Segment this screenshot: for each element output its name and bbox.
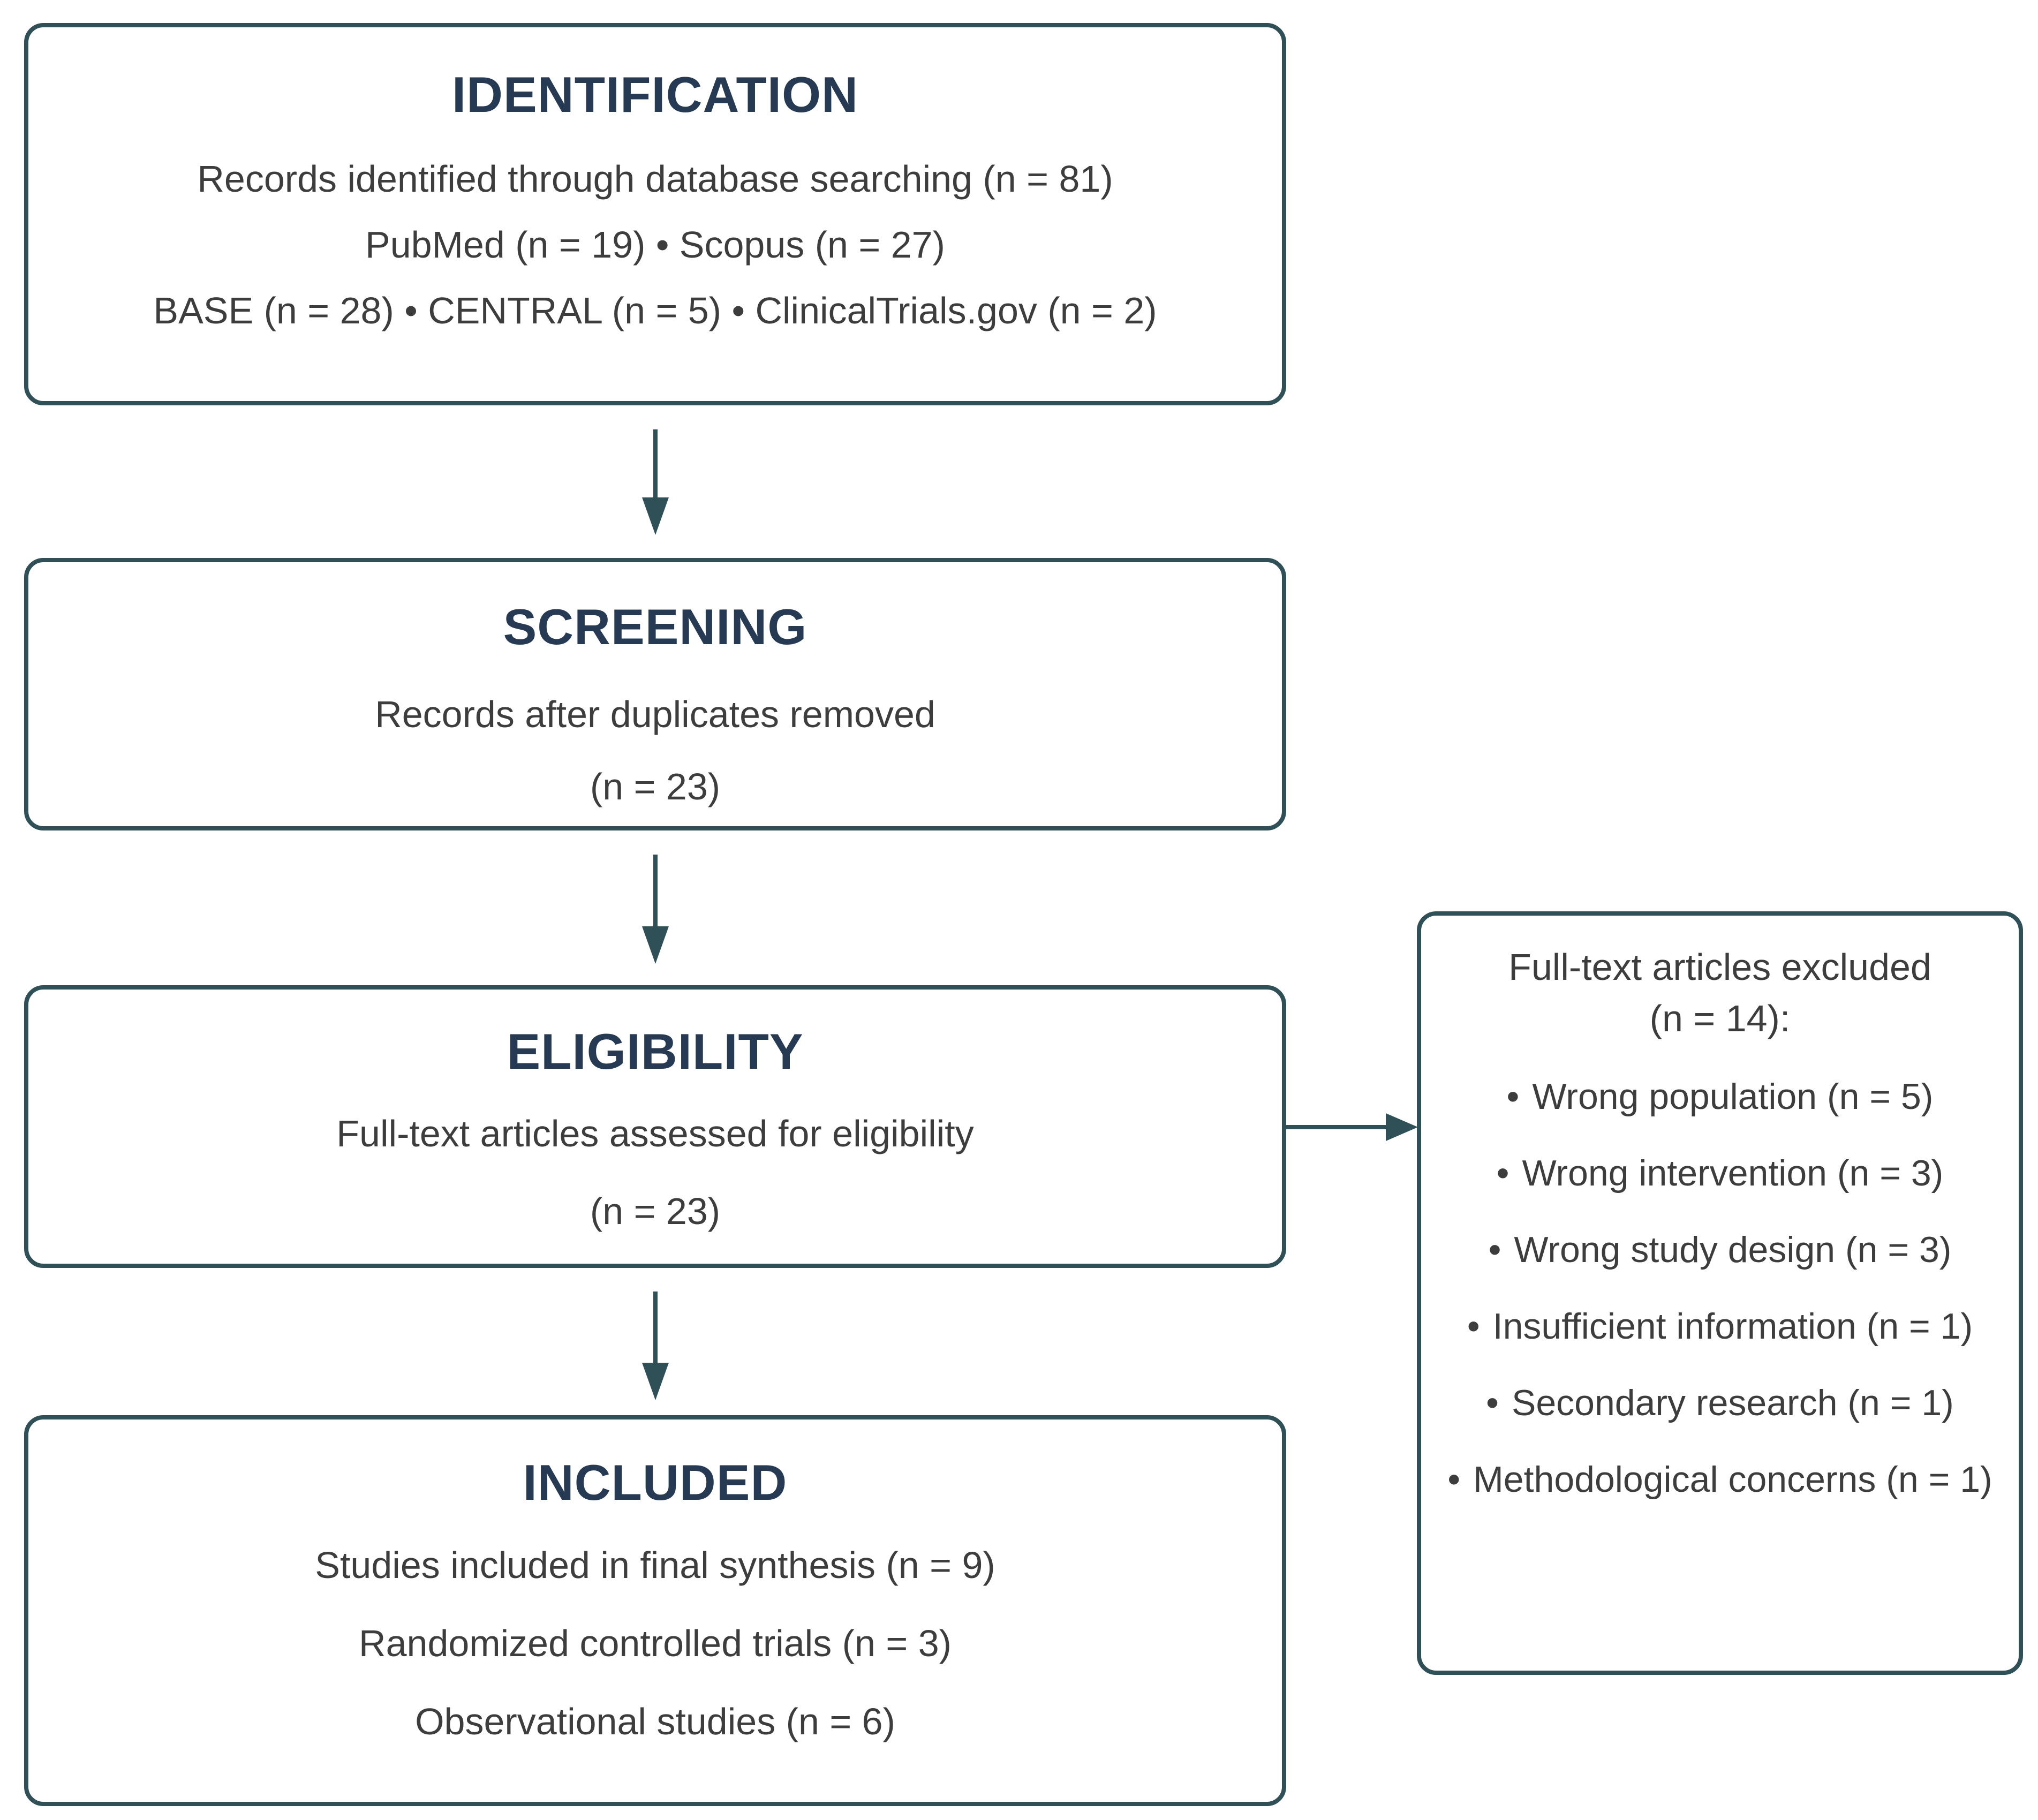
screening-line-count: (n = 23) [590,766,721,807]
included-title: INCLUDED [523,1454,788,1511]
bullet-icon: • [1506,1076,1520,1117]
exclusion-heading-line-1: Full-text articles excluded [1508,946,1931,988]
identification-box [24,23,1286,405]
eligibility-line-count: (n = 23) [590,1190,721,1232]
exclusion-item-text: Wrong intervention (n = 3) [1522,1153,1944,1194]
exclusion-item-wrong-population [1421,1059,2019,1135]
included-line-rct: Randomized controlled trials (n = 3) [359,1622,952,1664]
arrow-eligibility-to-exclusion-head [1386,1113,1418,1141]
exclusion-heading-line-2: (n = 14): [1649,998,1791,1039]
bullet-icon: • [1488,1229,1501,1270]
exclusion-item-insufficient-information [1421,1288,2019,1365]
eligibility-box [24,985,1286,1268]
exclusion-item-text: Methodological concerns (n = 1) [1473,1459,1992,1500]
included-line-synthesis: Studies included in final synthesis (n = 9) [315,1544,995,1586]
arrow-eligibility-to-included-shaft [653,1292,658,1363]
exclusion-item-wrong-study-design [1421,1212,2019,1288]
eligibility-line-assessed: Full-text articles assessed for eligibility [336,1113,974,1154]
arrow-screening-to-eligibility-shaft [653,855,658,926]
arrow-identification-to-screening-shaft [653,429,658,497]
screening-title: SCREENING [503,599,807,655]
included-line-observational: Observational studies (n = 6) [415,1701,895,1742]
bullet-icon: • [1496,1153,1509,1194]
exclusion-box [1417,911,2023,1675]
exclusion-item-text: Insufficient information (n = 1) [1492,1306,1973,1347]
identification-line-records: Records identified through database searching (n = 81) [197,158,1113,200]
exclusion-item-wrong-intervention [1421,1135,2019,1212]
identification-line-pubmed-scopus: PubMed (n = 19) • Scopus (n = 27) [365,224,945,266]
exclusion-item-text: Secondary research (n = 1) [1511,1383,1954,1423]
arrow-screening-to-eligibility-head [642,926,669,964]
screening-line-duplicates: Records after duplicates removed [375,693,935,735]
exclusion-item-text: Wrong study design (n = 3) [1514,1229,1952,1270]
bullet-icon: • [1486,1383,1499,1423]
arrow-identification-to-screening-head [642,497,669,535]
identification-line-base-central-ct: BASE (n = 28) • CENTRAL (n = 5) • ClinicalTrials.gov (n = 2) [153,290,1157,331]
arrow-eligibility-to-included-head [642,1363,669,1400]
screening-box [24,558,1286,830]
included-box [24,1415,1286,1806]
bullet-icon: • [1447,1459,1461,1500]
arrow-eligibility-to-exclusion-shaft [1286,1125,1386,1129]
exclusion-item-secondary-research [1421,1365,2019,1441]
bullet-icon: • [1467,1306,1480,1347]
eligibility-title: ELIGIBILITY [507,1023,804,1079]
exclusion-item-methodological-concerns [1421,1441,2019,1518]
exclusion-item-text: Wrong population (n = 5) [1532,1076,1934,1117]
identification-title: IDENTIFICATION [452,66,858,123]
